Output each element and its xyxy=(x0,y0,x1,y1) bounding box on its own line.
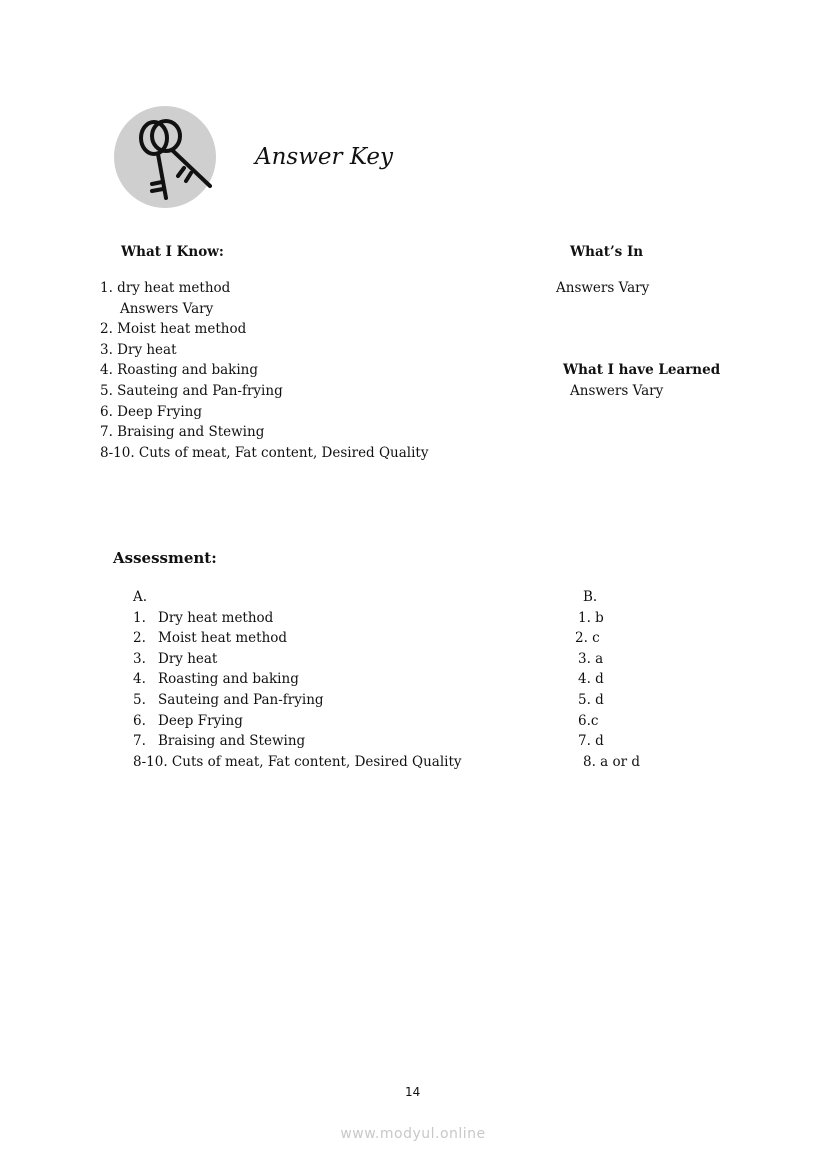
list-item: 5. d xyxy=(578,691,604,708)
list-item: 6.c xyxy=(578,712,599,729)
list-item: 2. Moist heat method xyxy=(100,321,247,338)
list-item: 3. a xyxy=(578,650,604,667)
what-i-have-learned-heading: What I have Learned xyxy=(563,362,721,378)
list-item: 8. a or d xyxy=(583,753,641,770)
whats-in-answer: Answers Vary xyxy=(556,280,650,296)
what-i-know-list xyxy=(100,278,429,463)
list-item: 4. Roasting and baking xyxy=(133,671,299,688)
watermark: www.modyul.online xyxy=(340,1126,486,1142)
keys-icon xyxy=(114,106,216,208)
assessment-part-a xyxy=(133,587,462,772)
list-item: Answers Vary xyxy=(120,300,214,317)
list-item: 6. Deep Frying xyxy=(133,712,243,729)
list-item: 7. Braising and Stewing xyxy=(100,424,265,441)
list-item: 7. Braising and Stewing xyxy=(133,733,306,750)
assessment-heading: Assessment: xyxy=(113,549,217,567)
list-item: 8-10. Cuts of meat, Fat content, Desired Quality xyxy=(133,753,462,770)
list-item: 5. Sauteing and Pan-frying xyxy=(133,691,324,708)
list-item: 3. Dry heat xyxy=(100,341,177,358)
list-item: 1. b xyxy=(578,609,604,626)
page-number: 14 xyxy=(405,1085,421,1099)
part-b-label: B. xyxy=(583,589,598,605)
assessment-part-b xyxy=(575,587,641,772)
list-item: 8-10. Cuts of meat, Fat content, Desired Quality xyxy=(100,444,429,461)
list-item: 4. d xyxy=(578,671,604,688)
list-item: 7. d xyxy=(578,733,604,750)
what-i-have-learned-answer: Answers Vary xyxy=(570,383,664,399)
list-item: 1. dry heat method xyxy=(100,280,231,296)
list-item: 2. c xyxy=(575,630,600,647)
list-item: 3. Dry heat xyxy=(133,650,218,667)
list-item: 6. Deep Frying xyxy=(100,403,203,420)
list-item: 2. Moist heat method xyxy=(133,630,288,647)
whats-in-heading: What’s In xyxy=(570,244,644,260)
what-i-know-heading: What I Know: xyxy=(121,244,224,260)
part-a-label: A. xyxy=(133,589,148,605)
page-title: Answer Key xyxy=(255,144,393,170)
list-item: 4. Roasting and baking xyxy=(100,362,259,379)
list-item: 1. Dry heat method xyxy=(133,609,274,626)
list-item: 5. Sauteing and Pan-frying xyxy=(100,382,283,399)
